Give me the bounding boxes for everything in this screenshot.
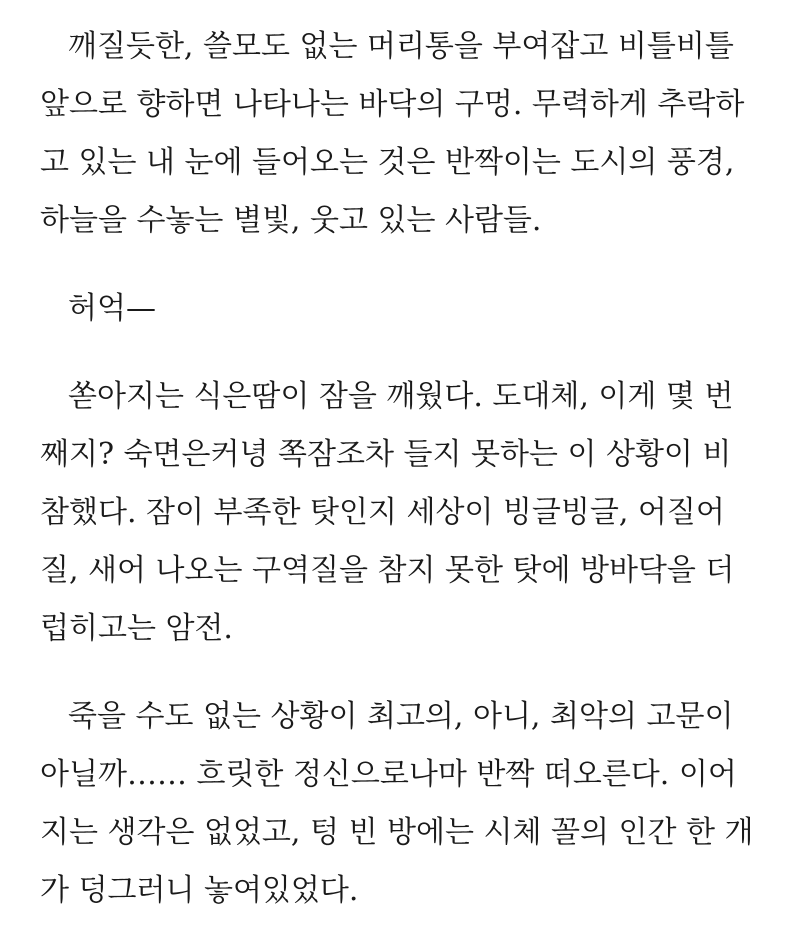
paragraph-1 [40, 18, 756, 250]
text-line: 아닐까…… 흐릿한 정신으로나마 반짝 떠오른다. 이어 [40, 757, 737, 792]
text-line: 참했다. 잠이 부족한 탓인지 세상이 빙글빙글, 어질어 [40, 495, 725, 530]
text-line: 깨질듯한, 쓸모도 없는 머리통을 부여잡고 비틀비틀 [68, 29, 734, 64]
text-line: 앞으로 향하면 나타나는 바닥의 구멍. 무력하게 추락하 [40, 87, 745, 122]
text-line: 질, 새어 나오는 구역질을 참지 못한 탓에 방바닥을 더 [40, 553, 735, 588]
paragraph-2 [40, 280, 756, 338]
text-line: 럽히고는 암전. [40, 611, 233, 646]
text-line: 허억— [68, 291, 156, 326]
paragraph-3 [40, 368, 756, 658]
text-line: 째지? 숙면은커녕 쪽잠조차 들지 못하는 이 상황이 비 [40, 437, 732, 472]
text-line: 지는 생각은 없었고, 텅 빈 방에는 시체 꼴의 인간 한 개 [40, 815, 754, 850]
text-line: 가 덩그러니 놓여있었다. [40, 873, 359, 908]
paragraph-4 [40, 688, 756, 920]
text-line: 고 있는 내 눈에 들어오는 것은 반짝이는 도시의 풍경, [40, 145, 735, 180]
text-line: 하늘을 수놓는 별빛, 웃고 있는 사람들. [40, 203, 542, 238]
text-line: 쏟아지는 식은땀이 잠을 깨웠다. 도대체, 이게 몇 번 [68, 379, 734, 414]
text-line: 죽을 수도 없는 상황이 최고의, 아니, 최악의 고문이 [68, 699, 734, 734]
reader-page [40, 18, 756, 950]
